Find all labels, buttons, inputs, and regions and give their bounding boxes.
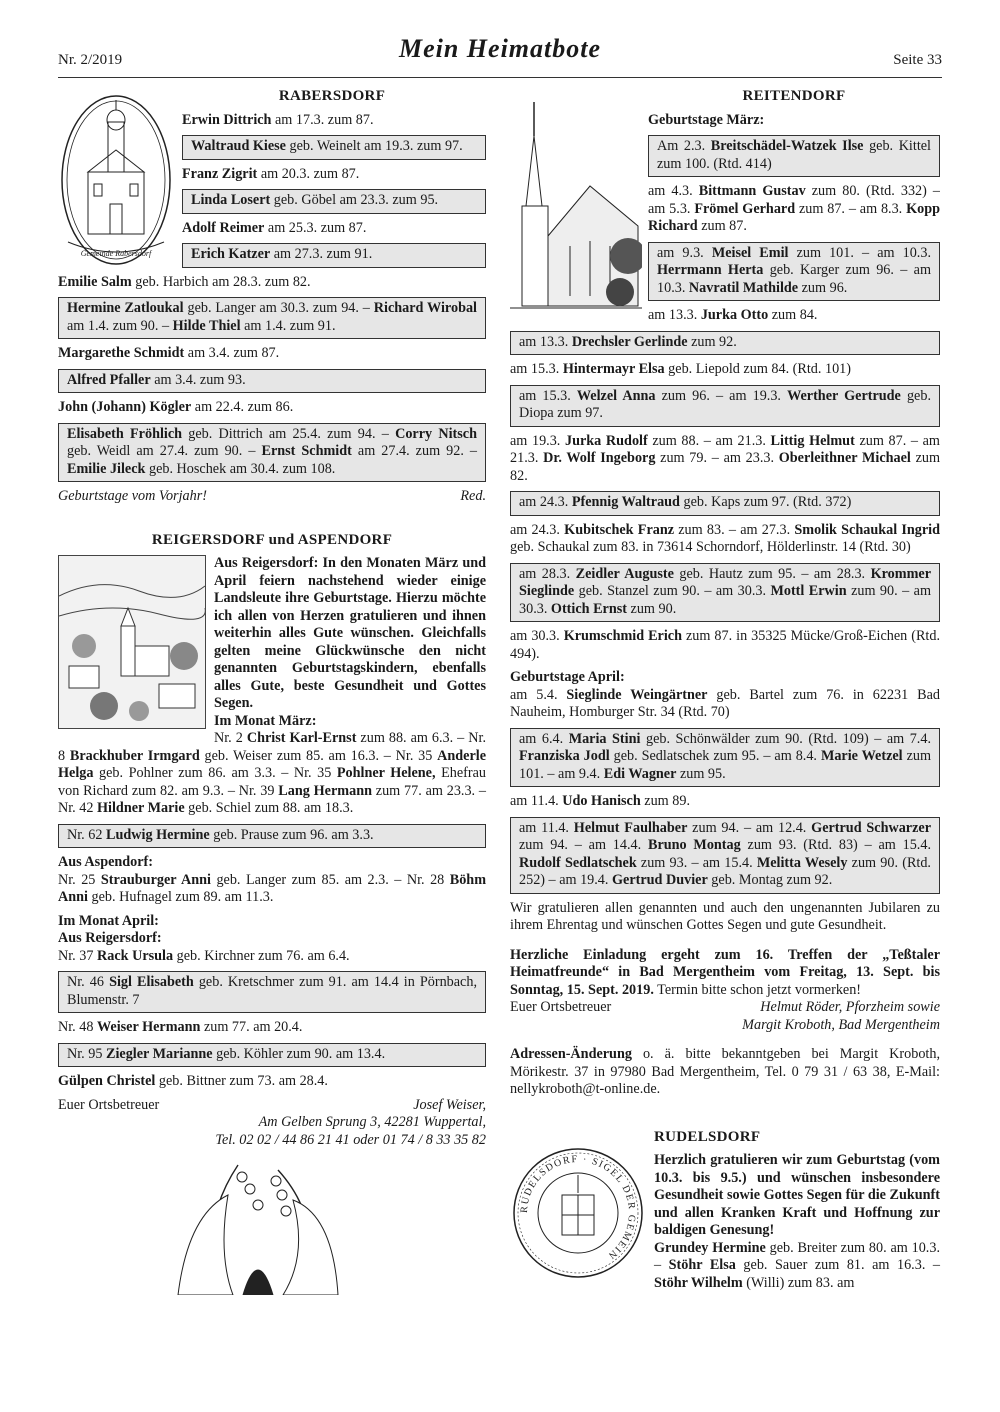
rabersdorf-line-1: Erwin Dittrich am 17.3. zum 87. [182, 111, 374, 128]
lily-of-the-valley-icon [158, 1155, 358, 1295]
reitendorf-line-1: am 4.3. Bittmann Gustav zum 80. (Rtd. 332) – am 5.3. Frömel Gerhard zum 87. – am 8.3. Kopp Richard zum 87. [648, 183, 940, 234]
ortsbetreuer-label: Euer Ortsbetreuer [58, 1096, 160, 1113]
aspendorf-heading: Aus Aspendorf: [58, 854, 153, 870]
rabersdorf-line-3: Adolf Reimer am 25.3. zum 87. [182, 219, 367, 236]
reigersdorf-april-1: Nr. 37 Rack Ursula geb. Kirchner zum 76. am 6.4. [58, 947, 350, 964]
reitendorf-line-6: am 30.3. Krumschmid Erich zum 87. in 35325 Mücke/Groß-Eichen (Rtd. 494). [510, 628, 941, 662]
reitendorf-box-8: am 11.4. Helmut Faulhaber zum 94. – am 12.4. Gertrud Schwarzer zum 94. – am 14.4. Bruno Montag zum 93. (Rtd. 83) – am 15.4. Rudolf Sedlatschek zum 93. – am 15.4. Melitta Wesely zum 90. (Rtd. 252) – am 19.4. Gertrud Duvier geb. Montag zum 92. [510, 817, 940, 894]
reigersdorf-april-2: Nr. 48 Weiser Hermann zum 77. am 20.4. [58, 1019, 303, 1035]
rabersdorf-heading: RABERSDORF [278, 88, 386, 104]
reigersdorf-intro: Aus Reigersdorf: In den Monaten März und April feiern nachstehend wieder einige Landsleute ihre Geburtstage. Hierzu möchte ich allen von Herzen gratulieren und ihnen weiterhin alles Gute wünschen. Gleichfalls gelten meine Glückwünsche den nicht genannten Geburtstagskindern, ebenfalls alles Gute, beste Gesundheit und Gottes Segen. [214, 555, 486, 711]
rabersdorf-line-5: Margarethe Schmidt am 3.4. zum 87. [58, 345, 280, 361]
rabersdorf-box-3: Erich Katzer am 27.3. zum 91. [182, 243, 486, 268]
rabersdorf-box-1: Waltraud Kiese geb. Weinelt am 19.3. zum 97. [182, 135, 486, 160]
reitendorf-box-1: Am 2.3. Breitschädel-Watzek Ilse geb. Kittel zum 100. (Rtd. 414) [648, 135, 940, 177]
rabersdorf-box-2: Linda Losert geb. Göbel am 23.3. zum 95. [182, 189, 486, 214]
aus-reigersdorf-heading: Aus Reigersdorf: [58, 930, 162, 946]
weiser-address: Am Gelben Sprung 3, 42281 Wuppertal, [258, 1114, 486, 1130]
reigersdorf-box-3: Nr. 95 Ziegler Marianne geb. Köhler zum 90. am 13.4. [58, 1043, 486, 1068]
weiser-phone: Tel. 02 02 / 44 86 21 41 oder 01 74 / 8 33 35 82 [215, 1131, 486, 1148]
reitendorf-line-7: am 5.4. Sieglinde Weingärtner geb. Bartel zum 76. in 62231 Bad Nauheim, Homburger Str. 34 (Rtd. 70) [510, 686, 940, 720]
village-illustration [58, 555, 206, 729]
issue-number: Nr. 2/2019 [58, 52, 123, 68]
page-number: Seite 33 [893, 52, 942, 68]
svg-text:Gemeinde Rabersdorf: Gemeinde Rabersdorf [80, 248, 152, 258]
reigersdorf-march-list: Nr. 2 Christ Karl-Ernst zum 88. am 6.3. – Nr. 8 Brackhuber Irmgard geb. Weiser zum 85. am 16.3. – Nr. 35 Anderle Helga geb. Pohlner zum 86. am 3.3. – Nr. 35 Pohlner Helene, Ehefrau von Richard zum 82. am 9.3. – Nr. 39 Lang Hermann zum 77. am 23.3. – Nr. 42 Hildner Marie geb. Schiel zum 88. am 18.3. [58, 730, 487, 816]
village-landscape-icon [59, 556, 205, 728]
right-column [510, 88, 940, 1298]
reitendorf-heading: REITENDORF [742, 88, 846, 104]
address-change: Adressen-Änderung o. ä. bitte bekanntgeben bei Margit Kroboth, Mörikestr. 37 in 97980 Bad Mergentheim, Tel. 0 79 31 / 63 38, E-Mail: nellykroboth@t-online.de. [510, 1046, 940, 1097]
reitendorf-box-6: am 28.3. Zeidler Auguste geb. Hautz zum 95. – am 28.3. Krommer Sieglinde geb. Stanzel zum 90. – am 30.3. Mottl Erwin zum 90. – am 30.3. Ottich Ernst zum 90. [510, 563, 940, 623]
reitendorf-box-3: am 13.3. Drechsler Gerlinde zum 92. [510, 331, 940, 356]
roeder-signature [510, 999, 940, 1017]
rabersdorf-box-4: Hermine Zatloukal geb. Langer am 30.3. zum 94. – Richard Wirobal am 1.4. zum 90. – Hilde Thiel am 1.4. zum 91. [58, 297, 486, 339]
reitendorf-line-5: am 24.3. Kubitschek Franz zum 83. – am 27.3. Smolik Schaukal Ingrid geb. Schaukal zum 83. in 73614 Schorndorf, Hölderlinstr. 14 (Rtd. 30) [510, 521, 941, 555]
rabersdorf-box-5: Alfred Pfaller am 3.4. zum 93. [58, 369, 486, 394]
masthead-title: Mein Heimatbote [398, 34, 602, 63]
reitendorf-box-7: am 6.4. Maria Stini geb. Schönwälder zum 90. (Rtd. 109) – am 7.4. Franziska Jodl geb. Sedlatschek zum 95. – am 8.4. Marie Wetzel zum 101. – am 9.4. Edi Wagner zum 95. [510, 728, 940, 788]
rabersdorf-note: Geburtstage vom Vorjahr! [58, 488, 207, 504]
reigersdorf-heading: REIGERSDORF und ASPENDORF [151, 531, 393, 548]
roeder-name: Helmut Röder, Pforzheim sowie [760, 999, 940, 1015]
lily-illustration [158, 1155, 358, 1295]
march-heading: Im Monat März: [214, 712, 317, 729]
rudelsdorf-heading: RUDELSDORF [654, 1128, 761, 1145]
reitendorf-church-illustration [510, 96, 642, 320]
reitendorf-closing: Wir gratulieren allen genannten und auch den ungenannten Jubilaren zu ihrem Ehrentag und wünschen Gottes Segen und gute Gesundheit. [510, 899, 940, 933]
left-column [58, 88, 486, 1295]
gothic-church-icon [510, 96, 642, 320]
meeting-invitation: Herzliche Einladung ergeht zum 16. Treffen der „Teßtaler Heimatfreunde“ in Bad Mergentheim vom Freitag, 13. Sept. bis Sonntag, 15. Sept. 2019. Termin bitte schon jetzt vormerken! [510, 946, 940, 998]
reitendorf-april-heading: Geburtstage April: [510, 669, 625, 685]
rabersdorf-footer [58, 488, 486, 506]
april-heading: Im Monat April: [58, 912, 159, 929]
reitendorf-line-8: am 11.4. Udo Hanisch zum 89. [510, 793, 690, 809]
reigersdorf-box-1: Nr. 62 Ludwig Hermine geb. Prause zum 96. am 3.3. [58, 824, 486, 849]
rudelsdorf-list: Grundey Hermine geb. Breiter zum 80. am 10.3. – Stöhr Elsa geb. Sauer zum 81. am 16.3. – Stöhr Wilhelm (Willi) zum 83. am [654, 1239, 941, 1291]
rabersdorf-seal [58, 92, 174, 270]
rudelsdorf-seal [510, 1145, 646, 1281]
reitendorf-line-2: am 13.3. Jurka Otto zum 84. [648, 307, 818, 323]
weiser-name: Josef Weiser, [413, 1096, 486, 1113]
church-seal-icon [58, 92, 174, 270]
svg-text:RUDELSDORF · SIGEL DER GEMEIN: RUDELSDORF · SIGEL DER GEMEIN [518, 1153, 638, 1261]
reitendorf-box-2: am 9.3. Meisel Emil zum 101. – am 10.3. Herrmann Herta geb. Karger zum 96. – am 10.3. Navratil Mathilde zum 96. [648, 242, 940, 302]
ortsbetreuer-label-right: Euer Ortsbetreuer [510, 999, 612, 1015]
rabersdorf-line-2: Franz Zigrit am 20.3. zum 87. [182, 165, 360, 182]
rabersdorf-line-6: John (Johann) Kögler am 22.4. zum 86. [58, 399, 294, 415]
aspendorf-list: Nr. 25 Strauburger Anni geb. Langer zum 85. am 2.3. – Nr. 28 Böhm Anni geb. Hufnagel zum 89. am 11.3. [58, 871, 487, 905]
reitendorf-line-4: am 19.3. Jurka Rudolf zum 88. – am 21.3. Littig Helmut zum 87. – am 21.3. Dr. Wolf Ingeborg zum 79. – am 23.3. Oberleithner Michael zum 82. [510, 432, 941, 484]
reigersdorf-box-2: Nr. 46 Sigl Elisabeth geb. Kretschmer zum 91. am 14.4 in Pörnbach, Blumenstr. 7 [58, 971, 486, 1013]
weiser-signature [58, 1097, 486, 1115]
editor-mark: Red. [460, 488, 486, 504]
reitendorf-march-heading: Geburtstage März: [648, 111, 765, 128]
reitendorf-line-3: am 15.3. Hintermayr Elsa geb. Liepold zum 84. (Rtd. 101) [510, 361, 852, 377]
reitendorf-box-4: am 15.3. Welzel Anna zum 96. – am 19.3. Werther Gertrude geb. Diopa zum 97. [510, 385, 940, 427]
reitendorf-box-5: am 24.3. Pfennig Waltraud geb. Kaps zum 97. (Rtd. 372) [510, 491, 940, 516]
kroboth-name: Margit Kroboth, Bad Mergentheim [742, 1016, 940, 1033]
municipal-seal-icon [510, 1145, 646, 1281]
reigersdorf-april-3: Gülpen Christel geb. Bittner zum 73. am 28.4. [58, 1073, 328, 1089]
header-rule [58, 77, 942, 78]
rudelsdorf-intro: Herzlich gratulieren wir zum Geburtstag (vom 10.3. bis 9.5.) und wünschen insbesondere Gesundheit sowie Gottes Segen für die Zukunft und allen Kranken Kraft und Hoffnung zur baldigen Genesung! [654, 1152, 940, 1238]
rabersdorf-line-4: Emilie Salm geb. Harbich am 28.3. zum 82. [58, 273, 311, 290]
rabersdorf-box-6: Elisabeth Fröhlich geb. Dittrich am 25.4. zum 94. – Corry Nitsch geb. Weidl am 27.4. zum 90. – Ernst Schmidt am 27.4. zum 92. – Emilie Jileck geb. Hoschek am 30.4. zum 108. [58, 423, 486, 483]
